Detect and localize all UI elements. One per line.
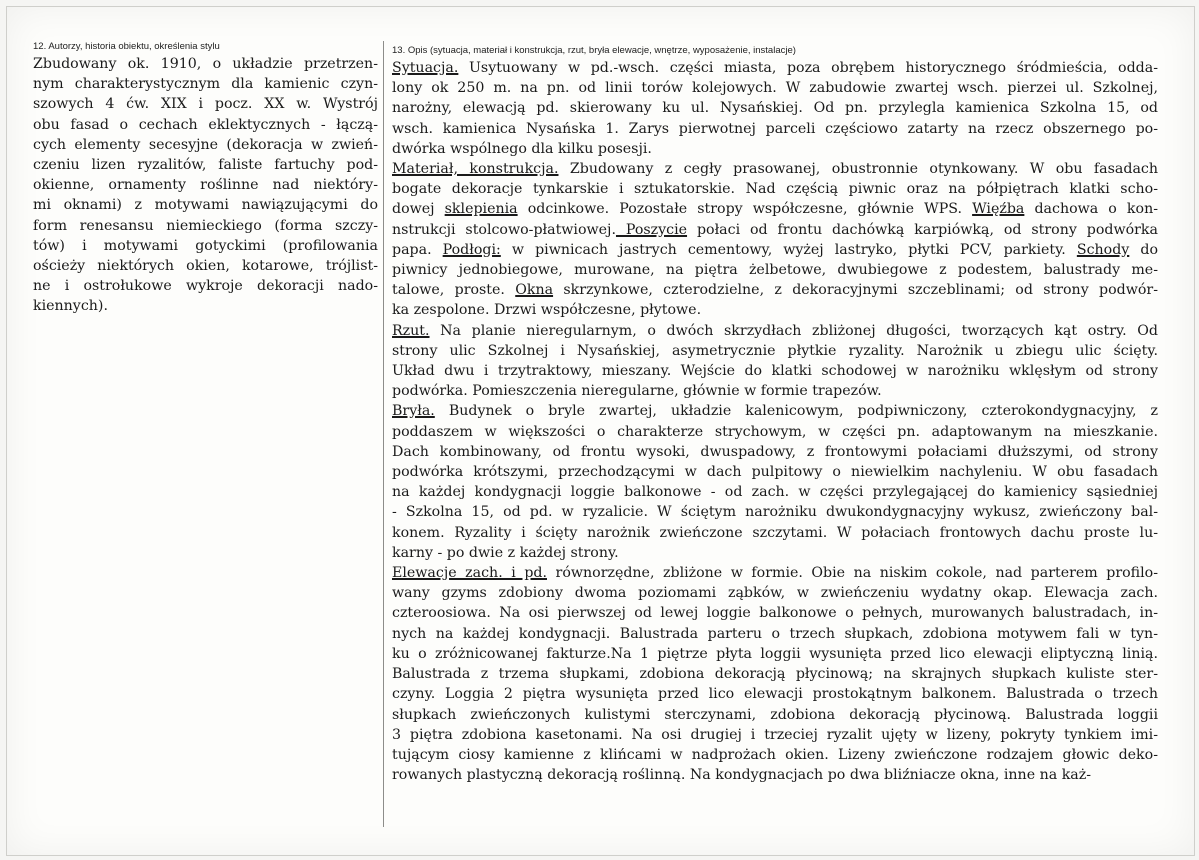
text-line	[392, 664, 1158, 684]
text-line	[392, 401, 1158, 421]
text-run: podwórka. Pomieszczenia nieregularne, głównie w formie trapezów.	[392, 383, 882, 400]
section-13-body	[392, 58, 1158, 785]
text-run: nstrukcji stolcowo-płatwiowej.	[392, 221, 616, 238]
text-run: Dach kombinowany, od frontu wysoki, dwuspadowy, z frontowymi połaciami dłuższymi, od strony	[392, 443, 1158, 460]
text-line: czeniu lizen ryzalitów, faliste fartuchy pod-	[33, 157, 378, 174]
section-heading: Więźba	[972, 201, 1025, 218]
text-line	[392, 199, 1158, 219]
text-run: poddaszem w większości o charakterze strychowym, w części pn. adaptowanym na mieszkanie.	[392, 423, 1158, 440]
text-line: cych elementy secesyjne (dekoracja w zwień-	[33, 136, 378, 153]
text-run: słupkach zwieńczonych kulistymi sterczynami, zdobiona dekoracją płycinową. Balustrada loggii	[392, 706, 1158, 723]
text-run: równorzędne, zbliżone w formie. Obie na niskim cokole, nad parterem profilo-	[547, 565, 1158, 582]
text-run: czyny. Loggia 2 piętra wysunięta przed lico elewacji prostokątnym balkonem. Balustrada o trzech	[392, 686, 1158, 703]
text-line	[392, 705, 1158, 725]
section-13	[392, 45, 1158, 785]
text-run: konem. Ryzality i ścięty narożnik zwieńczone szczytami. W połaciach frontowych dachu proste lu-	[392, 524, 1158, 541]
text-run: wsch. kamienica Nysańska 1. Zarys pierwotnej parceli częściowo zatarty na rzecz obszernego po-	[392, 120, 1158, 137]
column-divider	[383, 41, 384, 827]
text-line: okienne, ornamenty roślinne nad niektóry-	[33, 177, 378, 194]
text-line	[392, 583, 1158, 603]
text-run: rowanych plastyczną dekoracją roślinną. Na kondygnacjach po dwa bliźniacze okna, inne na każ-	[392, 767, 1092, 784]
text-line	[392, 280, 1158, 300]
text-line: tów) i motywami gotyckimi (profilowania	[33, 237, 378, 254]
text-line: kiennych).	[33, 298, 108, 315]
section-heading: Elewacje zach. i pd.	[392, 565, 547, 582]
text-run: wany gzyms zdobiony dwoma poziomami ząbków, w zwieńczeniu wydatny okap. Elewacja zach.	[392, 585, 1158, 602]
text-line: ościeży niektórych okien, kotarowe, trójlist-	[33, 258, 378, 275]
text-line	[392, 220, 1158, 240]
text-run: Budynek o bryle zwartej, układzie kalenicowym, podpiwniczony, czterokondygnacyjny, z	[434, 403, 1158, 420]
text-line	[392, 442, 1158, 462]
text-line	[392, 603, 1158, 623]
text-run: dachowa o kon-	[1024, 201, 1158, 218]
text-run: do	[1129, 241, 1158, 258]
section-heading: Materiał, konstrukcja.	[392, 161, 559, 178]
text-run: tującym ciosy kamienne z klińcami w nadprożach okien. Lizeny zwieńczone rodzajem głowic deko-	[392, 746, 1158, 763]
text-line	[392, 179, 1158, 199]
text-run: czteroosiowa. Na osi pierwszej od lewej loggie balkonowe o pełnych, murowanych balustradach, in-	[392, 605, 1158, 622]
text-run: piwnicy jednobiegowe, murowane, na piętra żelbetowe, dwubiegowe z podestem, balustrady me-	[392, 262, 1158, 279]
text-line	[392, 563, 1158, 583]
text-line	[392, 624, 1158, 644]
text-line	[392, 523, 1158, 543]
text-line	[392, 725, 1158, 745]
text-run: skrzynkowe, czterodzielne, z dekoracyjnymi szczeblinami; od strony podwór-	[553, 282, 1158, 299]
text-line: obu fasad o cechach eklektycznych - łączą-	[33, 116, 378, 133]
text-line	[392, 139, 1158, 159]
text-run: dwórka wspólnego dla kilku posesji.	[392, 140, 652, 157]
section-heading: Schody	[1076, 241, 1130, 258]
text-run: talowe, proste.	[392, 282, 516, 299]
text-run: - Szkolna 15, od pd. w ryzalicie. W ściętym narożniku dwukondygnacyjny wykusz, zwieńczony bal-	[392, 504, 1158, 521]
section-heading: Sytuacja.	[392, 60, 459, 76]
text-line	[392, 502, 1158, 522]
text-line	[392, 321, 1158, 341]
text-run: 3 piętra zdobiona kasetonami. Na osi drugiej i trzeciej ryzalit ujęty w lizeny, pokryty tynkiem imi-	[392, 726, 1158, 743]
text-run: Zbudowany z cegły prasowanej, obustronnie otynkowany. W obu fasadach	[558, 161, 1158, 178]
text-run: ka zespolone. Drzwi współczesne, płytowe.	[392, 302, 702, 319]
section-12-caption: 12. Autorzy, historia obiektu, określenia stylu	[33, 41, 220, 52]
text-line	[392, 240, 1158, 260]
text-line	[392, 381, 1158, 401]
text-line	[392, 119, 1158, 139]
text-line	[392, 58, 1158, 78]
text-run: bogate dekoracje tynkarskie i sztukatorskie. Nad częścią piwnic oraz na półpiętrach klatki scho-	[392, 181, 1158, 198]
text-run: Na planie nieregularnym, o dwóch skrzydłach zbliżonej długości, tworzących kąt ostry. Od	[429, 322, 1158, 339]
text-run: karny - po dwie z każdej strony.	[392, 544, 619, 561]
text-run: podwórka krótszymi, przechodzącymi w dach pulpitowy o niewielkim nachyleniu. W obu fasadach	[392, 464, 1158, 481]
section-heading: Podłogi:	[442, 241, 501, 258]
text-run: Balustrada z trzema słupkami, zdobiona dekoracją płycinową; na skrajnych słupkach kuliste ster-	[392, 666, 1158, 683]
document-sheet	[6, 6, 1195, 856]
text-line	[392, 300, 1158, 320]
text-line	[392, 543, 1158, 563]
text-line	[392, 341, 1158, 361]
text-line	[392, 98, 1158, 118]
text-run: połaci od frontu dachówką karpiówką, od strony podwórka	[687, 221, 1158, 238]
section-12-body	[33, 54, 378, 317]
text-run: strony ulic Szkolnej i Nysańskiej, asymetrycznie płytkie ryzality. Narożnik u zbiegu ulic ścięty.	[392, 342, 1158, 359]
text-run: lony ok 250 m. na pn. od linii torów kolejowych. W zabudowie zwartej wsch. pierzei ul. Szkolnej,	[392, 80, 1158, 97]
text-line	[392, 482, 1158, 502]
text-run: Układ dwu i trzytraktowy, mieszany. Wejście do klatki schodowej w narożniku wklęsłym od strony	[392, 363, 1158, 380]
text-run: papa.	[392, 241, 443, 258]
text-run: na każdej kondygnacji loggie balkonowe - od zach. w części przylegającej do kamienicy sąsiedniej	[392, 484, 1158, 501]
section-12	[33, 41, 378, 317]
text-line	[392, 260, 1158, 280]
text-line: szowych 4 ćw. XIX i pocz. XX w. Wystrój	[33, 96, 378, 113]
section-13-caption: 13. Opis (sytuacja, materiał i konstrukcja, rzut, bryła elewacje, wnętrze, wyposażenie, instalacje)	[392, 45, 796, 56]
text-line	[392, 78, 1158, 98]
section-heading: sklepienia	[444, 201, 518, 218]
text-run: dowej	[392, 201, 445, 218]
text-line: nym charakterystycznym dla kamienic czyn-	[33, 76, 378, 93]
text-line	[392, 765, 1158, 785]
section-heading: Okna	[515, 282, 554, 299]
text-line: ne i ostrołukowe wykroje dekoracji nado-	[33, 278, 378, 295]
text-run: ku o zróżnicowanej fakturze.Na 1 piętrze płyta loggii wysunięta przed lico elewacji eliptyczną linią.	[392, 645, 1158, 662]
text-line	[392, 361, 1158, 381]
text-line: form renesansu niemieckiego (forma szczy-	[33, 217, 378, 234]
text-run: narożny, elewacją pd. skierowany ku ul. Nysańskiej. Od pn. przylegla kamienica Szkolna 15, od	[392, 100, 1158, 117]
text-line	[392, 684, 1158, 704]
text-line	[392, 745, 1158, 765]
text-line: Zbudowany ok. 1910, o układzie przetrzen-	[33, 56, 378, 72]
text-line	[392, 422, 1158, 442]
text-run: w piwnicach jastrych cementowy, wyżej lastryko, płytki PCV, parkiety.	[500, 241, 1077, 258]
text-line: mi oknami) z motywami nawiązującymi do	[33, 197, 378, 214]
text-line	[392, 644, 1158, 664]
section-heading: Poszycie	[615, 221, 688, 238]
text-line	[392, 159, 1158, 179]
text-run: odcinkowe. Pozostałe stropy współczesne, głównie WPS.	[517, 201, 973, 218]
text-run: nych na każdej kondygnacji. Balustrada parteru o trzech słupkach, zdobiona motywem fali w tyn-	[392, 625, 1158, 642]
text-run: Usytuowany w pd.-wsch. części miasta, poza obrębem historycznego śródmieścia, odda-	[458, 60, 1158, 76]
section-heading: Rzut.	[392, 322, 430, 339]
section-heading: Bryła.	[392, 403, 435, 420]
text-line	[392, 462, 1158, 482]
